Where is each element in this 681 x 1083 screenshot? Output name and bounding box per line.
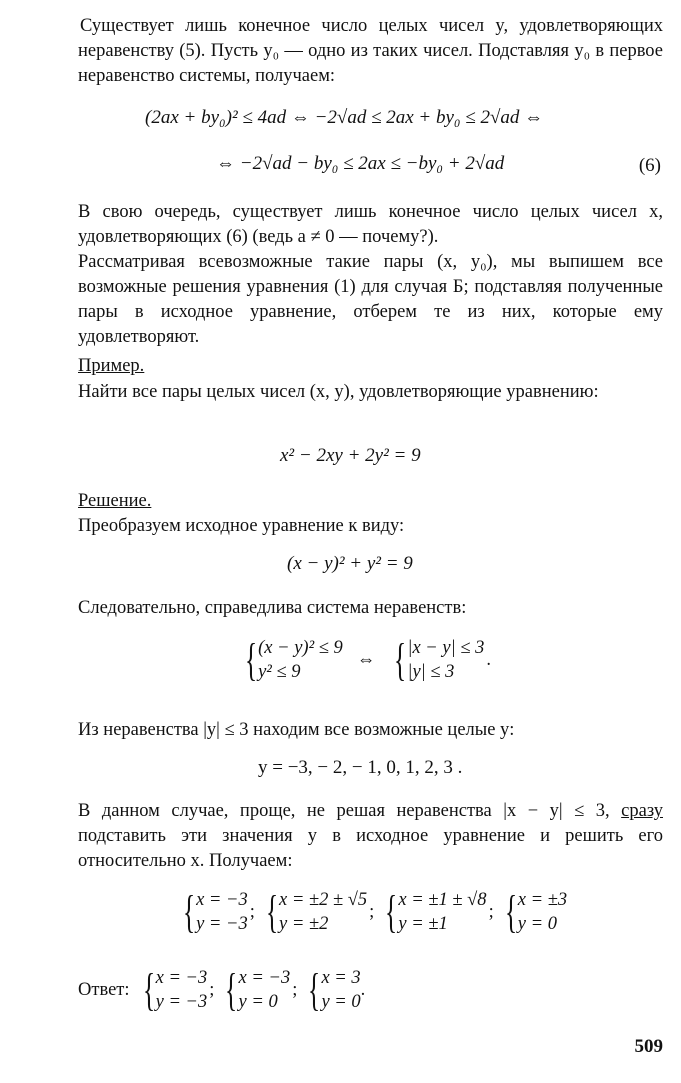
result-2-y: y = ±2 [279,914,329,934]
result-2-x: x = ±2 ± √5 [279,890,368,910]
answer-2-y: y = 0 [238,992,278,1012]
paragraph-intro: Существует лишь конечное число целых чисел y, удовлетворяющих неравенству (5). Пусть y₀ — одно из таких чисел. Подставляя y₀ в первое неравенство системы, получаем: [78,16,663,86]
equation-number: (6) [638,155,661,176]
answer-3-x: x = 3 [321,968,361,988]
answer-1-y: y = −3 [155,992,208,1012]
result-4-x: x = ±3 [517,890,568,910]
solution-heading: Решение. [78,491,152,511]
result-1-x: x = −3 [196,890,248,910]
result-1-y: y = −3 [196,914,248,934]
result-3-x: x = ±1 ± √8 [398,890,487,910]
substitution-text-after: подставить эти значения y в исходное уравнение и решить его относительно x. Получаем: [78,826,663,871]
results-row: { x = −3 y = −3 ; { x = ±2 ± √5 y = ±2 ; { x = ±1 ± √8 y = ±1 ; { x = ±3 y = 0 [182,886,568,937]
answer-3-y: y = 0 [321,992,361,1012]
system-right-line1: |x − y| ≤ 3 [407,638,485,658]
paragraph-pairs: Рассматривая всевозможные такие пары (x, y₀), мы выпишем все возможные решения уравнения (1) для случая Б; подставляя полученные пары в исходное уравнение, отберем те из них, которые ему удовлетворяют. [78,252,663,347]
formula-6-line1: (2ax + by₀)² ≤ 4ad ⇔ −2√ad ≤ 2ax + by₀ ≤ 2√ad ⇔ [145,107,544,128]
system-left-line1: (x − y)² ≤ 9 [258,638,343,658]
page-number: 509 [634,1036,663,1057]
solution-text-transform: Преобразуем исходное уравнение к виду: [78,516,405,536]
equation-main: x² − 2xy + 2y² = 9 [280,445,421,466]
solution-text-y-range: Из неравенства |y| ≤ 3 находим все возможные целые y: [78,720,515,740]
answer-row: Ответ: { x = −3 y = −3 ; { x = −3 y = 0 ; { x = 3 y = 0 . [78,964,366,1015]
system-right-line2: |y| ≤ 3 [407,662,455,682]
paragraph-finite-x: В свою очередь, существует лишь конечное число целых чисел x, удовлетворяющих (6) (ведь a ≠ 0 — почему?). [78,202,663,247]
answer-label: Ответ: [78,979,130,1000]
formula-6-line2: ⇔ −2√ad − by₀ ≤ 2ax ≤ −by₀ + 2√ad [216,153,505,174]
example-task: Найти все пары целых чисел (x, y), удовлетворяющие уравнению: [78,382,599,402]
substitution-text-before: В данном случае, проще, не решая неравенства |x − y| ≤ 3, [78,801,622,821]
answer-1-x: x = −3 [155,968,208,988]
y-values-list: y = −3, − 2, − 1, 0, 1, 2, 3 . [258,757,463,778]
result-3-y: y = ±1 [398,914,448,934]
system-left-line2: y² ≤ 9 [258,662,301,682]
solution-text-system: Следовательно, справедлива система неравенств: [78,598,467,618]
equivalence-arrow: ⇔ [356,649,376,670]
example-heading: Пример. [78,356,145,376]
substitution-text-underlined: сразу [621,801,663,821]
paragraph-substitution [78,799,663,874]
equation-transformed: (x − y)² + y² = 9 [287,553,413,574]
system-period: . [486,649,491,670]
result-4-y: y = 0 [517,914,557,934]
answer-2-x: x = −3 [238,968,291,988]
inequality-system: { (x − y)² ≤ 9 y² ≤ 9 ⇔ { |x − y| ≤ 3 |y| ≤ 3 . [244,634,491,685]
